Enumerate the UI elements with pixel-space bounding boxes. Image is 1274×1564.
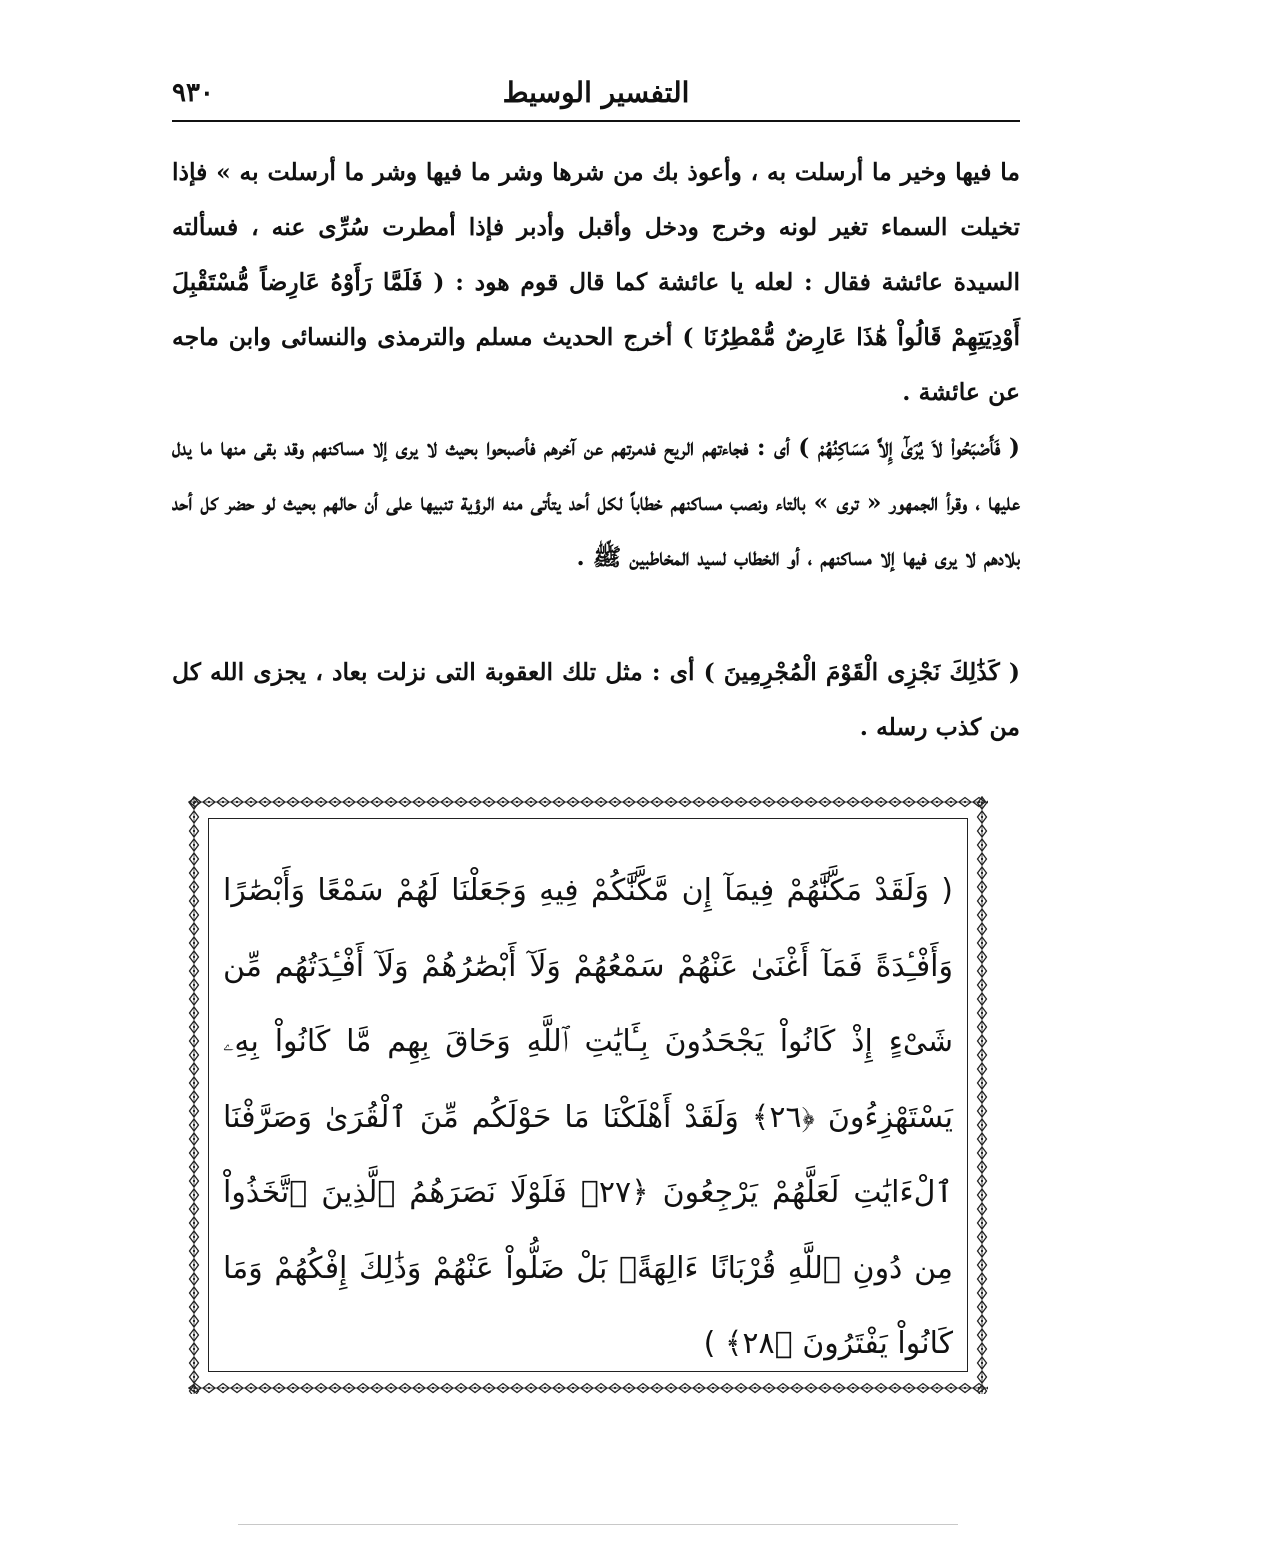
verse-box <box>208 818 968 1372</box>
diamond-chain-top <box>188 796 988 808</box>
diamond-chain-bottom <box>188 1382 988 1394</box>
running-title: التفسير الوسيط <box>502 76 690 109</box>
diamond-chain-right <box>976 796 988 1394</box>
page-header <box>172 70 1020 120</box>
verse-frame <box>188 796 988 1394</box>
footer-rule <box>238 1524 958 1525</box>
commentary-text-3: ( كَذَٰلِكَ نَجْزِى الْقَوْمَ الْمُجْرِمِينَ ) أى : مثل تلك العقوبة التى نزلت بعاد ، يجزى الله كل من كذب رسله . <box>172 658 1020 741</box>
ornamental-border-bottom <box>188 1382 988 1394</box>
ornamental-border-left <box>188 796 200 1394</box>
commentary-paragraph-3 <box>172 645 1020 755</box>
ornamental-border-right <box>976 796 988 1394</box>
header-rule <box>172 120 1020 122</box>
quran-verses <box>223 853 953 1382</box>
diamond-chain-left <box>188 796 200 1394</box>
commentary-text-1: ما فيها وخير ما أرسلت به ، وأعوذ بك من شرها وشر ما فيها وشر ما أرسلت به » فإذا تخيلت السماء تغير لونه وخرج ودخل وأقبل وأدبر فإذا أمطرت سُرِّى عنه ، فسألته السيدة عائشة فقال : لعله يا عائشة كما قال قوم هود : ( فَلَمَّا رَأَوْهُ عَارِضاً مُّسْتَقْبِلَ أَوْدِيَتِهِمْ قَالُواْ هَٰذَا عَارِضٌ مُّمْطِرُنَا ) أخرج الحديث مسلم والترمذى والنسائى وابن ماجه عن عائشة . <box>172 158 1020 406</box>
page-number: ٩٣٠ <box>172 78 214 108</box>
commentary-paragraph-2 <box>172 420 1020 585</box>
commentary-text-2: ( فَأَصْبَحُواْ لاَ يُرَىٰٓ إِلاَّ مَسَاكِنُهُمْ ) أى : فجاءتهم الريح فدمرتهم عن آخرهم فأصبحوا بحيث لا يرى إلا مساكنهم وقد بقى منها ما يدل عليها ، وقرأ الجمهور « ترى » بالتاء ونصب مساكنهم خطاباً لكل أحد يتأتى منه الرؤية تنبيها على أن حالهم بحيث لو حضر كل أحد بلادهم لا يرى فيها إلا مساكنهم ، أو الخطاب لسيد المخاطبين ﷺ . <box>172 433 1020 571</box>
quran-verses-text: ( وَلَقَدْ مَكَّنَّٰهُمْ فِيمَآ إِن مَّكَّنَّٰكُمْ فِيهِ وَجَعَلْنَا لَهُمْ سَمْعًا وَأَبْصَٰرًا وَأَفْـِٔدَةً فَمَآ أَغْنَىٰ عَنْهُمْ سَمْعُهُمْ وَلَآ أَبْصَٰرُهُمْ وَلَآ أَفْـِٔدَتُهُم مِّن شَىْءٍ إِذْ كَانُواْ يَجْحَدُونَ بِـَٔايَٰتِ ٱللَّهِ وَحَاقَ بِهِم مَّا كَانُواْ بِهِۦ يَسْتَهْزِءُونَ ﴿٢٦﴾ وَلَقَدْ أَهْلَكْنَا مَا حَوْلَكُم مِّنَ ٱلْقُرَىٰ وَصَرَّفْنَا ٱلْءَايَٰتِ لَعَلَّهُمْ يَرْجِعُونَ ﴿٢٧﴾ فَلَوْلَا نَصَرَهُمُ ٱلَّذِينَ ٱتَّخَذُواْ مِن دُونِ ٱللَّهِ قُرْبَانًا ءَالِهَةًۢ بَلْ ضَلُّواْ عَنْهُمْ وَذَٰلِكَ إِفْكُهُمْ وَمَا كَانُواْ يَفْتَرُونَ ﴿٢٨﴾ ) <box>223 873 953 1361</box>
commentary-paragraph-1 <box>172 145 1020 420</box>
ornamental-border-top <box>188 796 988 808</box>
